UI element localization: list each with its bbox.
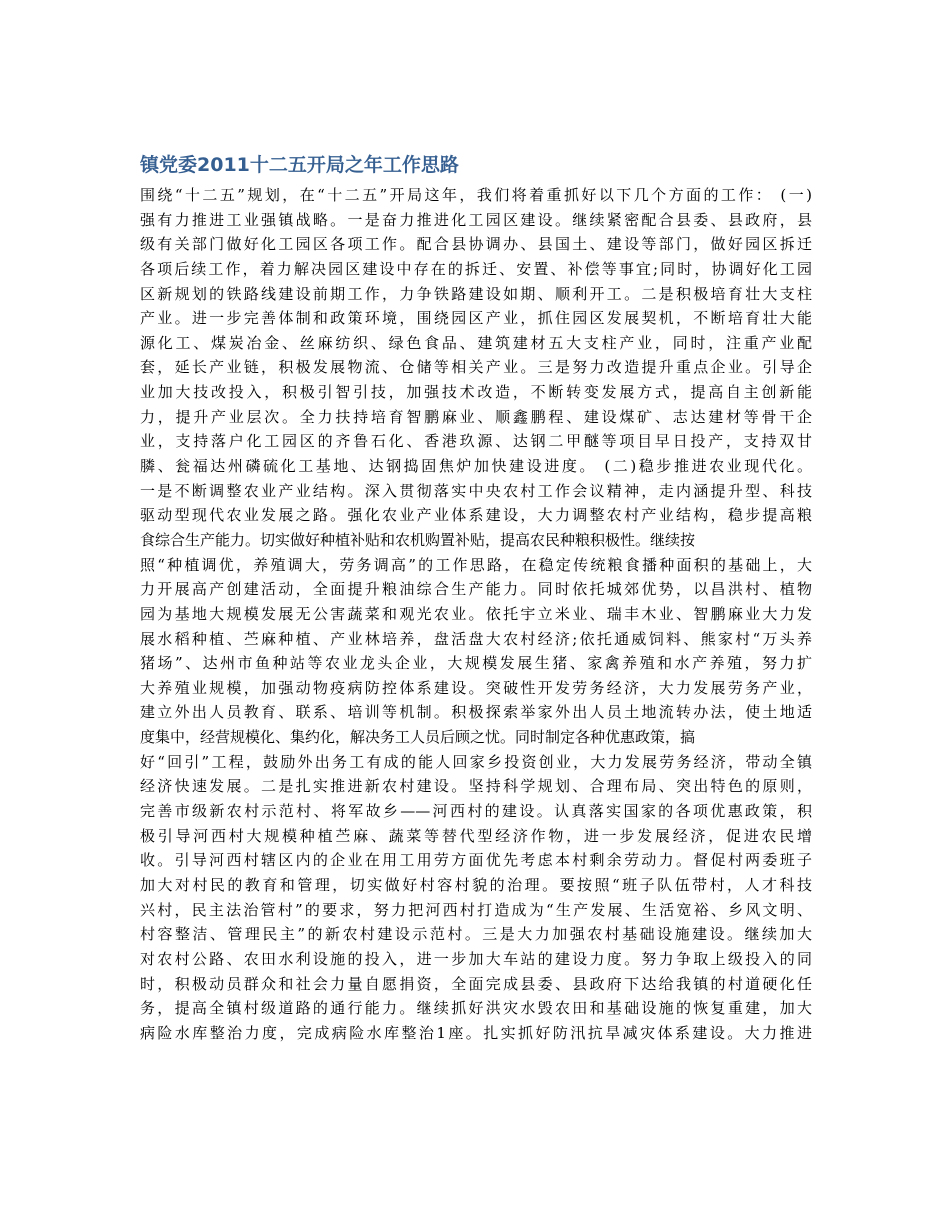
body-line: 好“回引”工程，鼓励外出务工有成的能人回家乡投资创业，大力发展劳务经济，带动全镇 (140, 752, 812, 771)
body-line: 力开展高产创建活动，全面提升粮油综合生产能力。同时依托城郊优势，以昌洪村、植物 (140, 580, 812, 599)
body-line: 力，提升产业层次。全力扶持培育智鹏麻业、顺鑫鹏程、建设煤矿、志达建材等骨干企 (140, 407, 812, 426)
body-line: 膦、瓮福达州磷硫化工基地、达钢捣固焦炉加快建设进度。 (二)稳步推进农业现代化。 (140, 457, 812, 476)
body-line: 建立外出人员教育、联系、培训等机制。积极探索举家外出人员土地流转办法，使土地适 (140, 703, 812, 722)
body-line: 村容整洁、管理民主”的新农村建设示范村。三是大力加强农村基础设施建设。继续加大 (140, 925, 812, 944)
body-line: 经济快速发展。二是扎实推进新农村建设。坚持科学规划、合理布局、突出特色的原则， (140, 777, 812, 796)
body-line: 务，提高全镇村级道路的通行能力。继续抓好洪灾水毁农田和基础设施的恢复重建，加大 (140, 999, 812, 1018)
body-line: 猪场”、达州市鱼种站等农业龙头企业，大规模发展生猪、家禽养殖和水产养殖，努力扩 (140, 654, 812, 673)
body-line: 源化工、煤炭冶金、丝麻纺织、绿色食品、建筑建材五大支柱产业，同时，注重产业配 (140, 333, 812, 352)
body-line: 时，积极动员群众和社会力量自愿捐资，全面完成县委、县政府下达给我镇的村道硬化任 (140, 974, 812, 993)
body-line: 展水稻种植、苎麻种植、产业林培养，盘活盘大农村经济;依托通威饲料、熊家村“万头养 (140, 629, 812, 648)
body-line: 业，支持落户化工园区的齐鲁石化、香港玖源、达钢二甲醚等项目早日投产，支持双甘 (140, 432, 812, 451)
body-line: 极引导河西村大规模种植苎麻、蔬菜等替代型经济作物，进一步发展经济，促进农民增 (140, 826, 812, 845)
body-line: 加大对村民的教育和管理，切实做好村容村貌的治理。要按照“班子队伍带村，人才科技 (140, 875, 812, 894)
body-line: 产业。进一步完善体制和政策环境，围绕园区产业，抓住园区发展契机，不断培育壮大能 (140, 309, 812, 328)
body-line: 兴村，民主法治管村”的要求，努力把河西村打造成为“生产发展、生活宽裕、乡风文明、 (140, 900, 812, 919)
body-line: 一是不断调整农业产业结构。深入贯彻落实中央农村工作会议精神，走内涵提升型、科技 (140, 481, 812, 500)
body-line: 驱动型现代农业发展之路。强化农业产业体系建设，大力调整农村产业结构，稳步提高粮 (140, 506, 812, 525)
body-line: 照“种植调优，养殖调大，劳务调高”的工作思路，在稳定传统粮食播种面积的基础上，大 (140, 555, 812, 574)
body-line: 园为基地大规模发展无公害蔬菜和观光农业。依托宇立米业、瑞丰木业、智鹏麻业大力发 (140, 604, 812, 623)
body-line: 围绕“十二五”规划，在“十二五”开局这年，我们将着重抓好以下几个方面的工作： (一) (140, 186, 812, 204)
body-line: 收。引导河西村辖区内的企业在用工用劳方面优先考虑本村剩余劳动力。督促村两委班子 (140, 851, 812, 870)
body-line: 食综合生产能力。切实做好种植补贴和农机购置补贴，提高农民种粮积极性。继续按 (140, 530, 696, 549)
body-line: 完善市级新农村示范村、将军故乡——河西村的建设。认真落实国家的各项优惠政策，积 (140, 802, 812, 821)
body-line: 各项后续工作，着力解决园区建设中存在的拆迁、安置、补偿等事宜;同时，协调好化工园 (140, 259, 812, 278)
body-line: 强有力推进工业强镇战略。一是奋力推进化工园区建设。继续紧密配合县委、县政府，县 (140, 210, 812, 229)
body-line: 业加大技改投入，积极引智引技，加强技术改造，不断转变发展方式，提高自主创新能 (140, 383, 812, 402)
body-line: 对农村公路、农田水利设施的投入，进一步加大车站的建设力度。努力争取上级投入的同 (140, 949, 812, 968)
body-line: 级有关部门做好化工园区各项工作。配合县协调办、县国土、建设等部门，做好园区拆迁 (140, 235, 812, 254)
document-body (140, 183, 812, 1045)
body-line: 区新规划的铁路线建设前期工作，力争铁路建设如期、顺利开工。二是积极培育壮大支柱 (140, 284, 812, 303)
body-line: 套，延长产业链，积极发展物流、仓储等相关产业。三是努力改造提升重点企业。引导企 (140, 358, 812, 377)
document-title: 镇党委2011十二五开局之年工作思路 (140, 154, 459, 176)
body-line: 大养殖业规模，加强动物疫病防控体系建设。突破性开发劳务经济，大力发展劳务产业， (140, 678, 812, 697)
body-line: 度集中，经营规模化、集约化，解决务工人员后顾之忧。同时制定各种优惠政策，搞 (140, 728, 696, 747)
body-line: 病险水库整治力度，完成病险水库整治1座。扎实抓好防汛抗旱减灾体系建设。大力推进 (140, 1023, 812, 1042)
